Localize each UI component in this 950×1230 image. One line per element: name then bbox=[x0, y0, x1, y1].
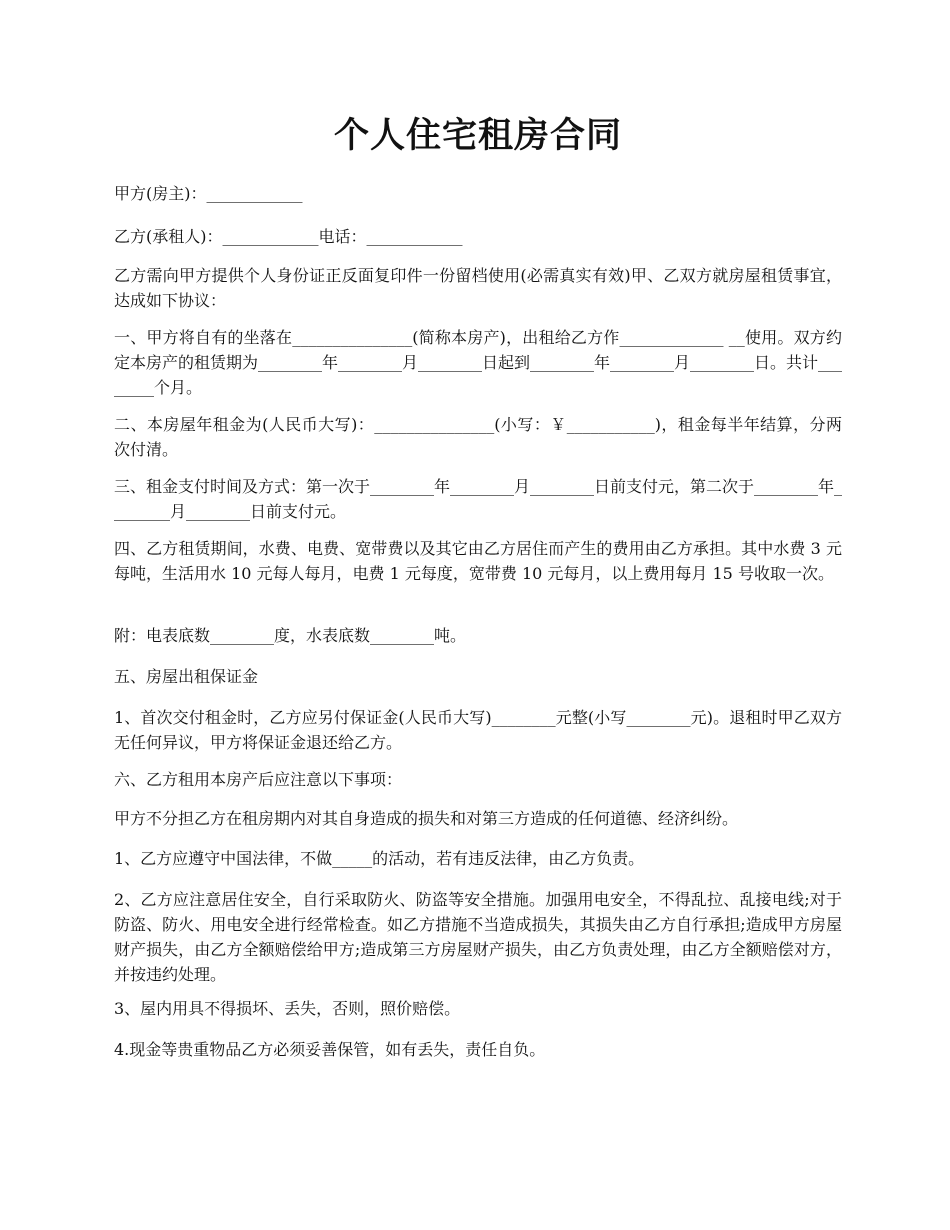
clause-1-paragraph: 一、甲方将自有的坐落在_______________(简称本房产)，出租给乙方作_____________ __使用。双方约定本房产的租赁期为________年________月________日起到________年________月________日。共计________个月。 bbox=[114, 328, 843, 397]
liability-paragraph: 甲方不分担乙方在租房期内对其自身造成的损失和对第三方造成的任何道德、经济纠纷。 bbox=[114, 809, 739, 828]
party-a-line: 甲方(房主)：____________ bbox=[114, 184, 303, 203]
clause-4-paragraph: 四、乙方租赁期间，水费、电费、宽带费以及其它由乙方居住而产生的费用由乙方承担。其中水费 3 元每吨，生活用水 10 元每人每月，电费 1 元每度，宽带费 10 元每月，以上费用每月 15 号收取一次。 bbox=[114, 539, 842, 583]
document-title: 个人住宅租房合同 bbox=[333, 115, 622, 156]
item-4-paragraph: 4.现金等贵重物品乙方必须妥善保管，如有丢失，责任自负。 bbox=[114, 1040, 546, 1059]
party-b-line: 乙方(承租人)：____________电话：____________ bbox=[114, 227, 463, 246]
deposit-paragraph: 1、首次交付租金时，乙方应另付保证金(人民币大写)________元整(小写________元)。退租时甲乙双方无任何异议，甲方将保证金退还给乙方。 bbox=[114, 708, 842, 752]
item-1-paragraph: 1、乙方应遵守中国法律，不做_____的活动，若有违反法律，由乙方负责。 bbox=[114, 849, 645, 868]
intro-paragraph: 乙方需向甲方提供个人身份证正反面复印件一份留档使用(必需真实有效)甲、乙双方就房屋租赁事宜，达成如下协议： bbox=[114, 266, 842, 310]
meter-readings-line: 附：电表底数________度，水表底数________吨。 bbox=[114, 626, 467, 645]
item-3-paragraph: 3、屋内用具不得损坏、丢失，否则，照价赔偿。 bbox=[114, 999, 461, 1018]
clause-5-heading: 五、房屋出租保证金 bbox=[114, 667, 259, 686]
clause-6-heading: 六、乙方租用本房产后应注意以下事项： bbox=[114, 770, 403, 789]
clause-2-paragraph: 二、本房屋年租金为(人民币大写)：_______________(小写：￥___________)，租金每半年结算，分两次付清。 bbox=[114, 415, 842, 459]
item-2-paragraph: 2、乙方应注意居住安全，自行采取防火、防盗等安全措施。加强用电安全，不得乱拉、乱接电线;对于防盗、防火、用电安全进行经常检查。如乙方措施不当造成损失，其损失由乙方自行承担;造成甲方房屋财产损失，由乙方全额赔偿给甲方;造成第三方房屋财产损失，由乙方负责处理，由乙方全额赔偿对方，并按违约处理。 bbox=[114, 890, 842, 984]
clause-3-paragraph: 三、租金支付时间及方式：第一次于________年________月________日前支付元，第二次于________年________月________日前支付元。 bbox=[114, 477, 843, 521]
